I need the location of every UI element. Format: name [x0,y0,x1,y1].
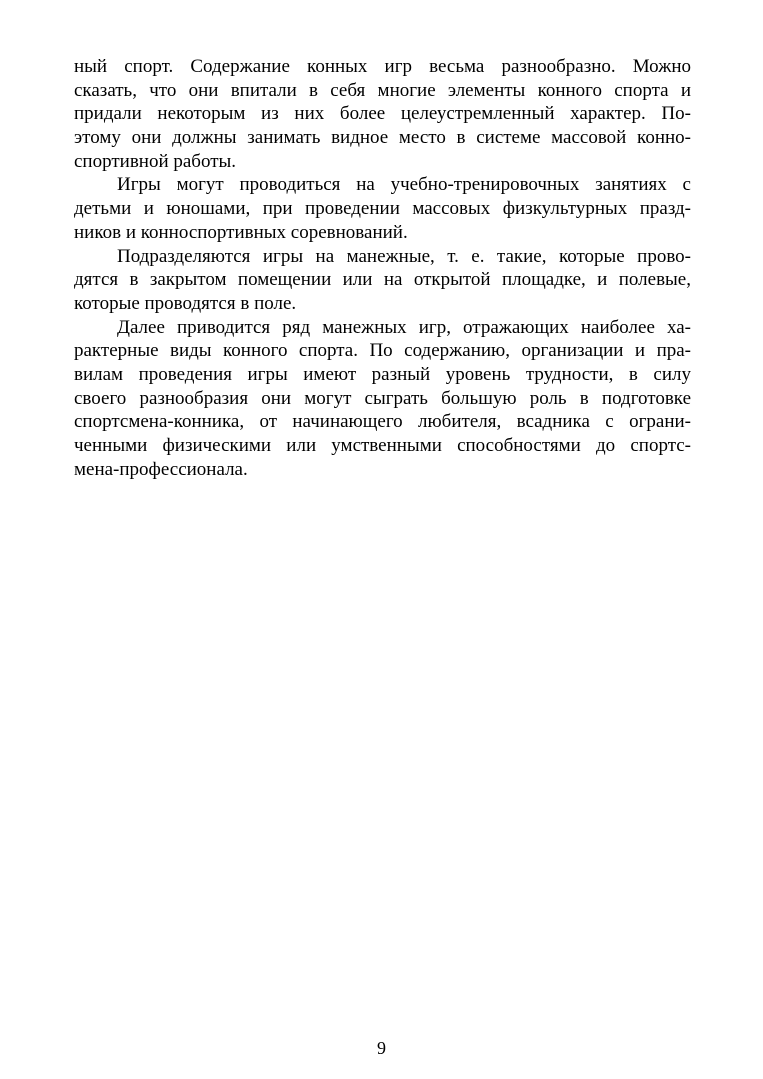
text-line: этому они должны занимать видное место в системе массовой конно- [74,127,691,149]
text-line: сказать, что они впитали в себя многие элементы конного спорта и [74,79,691,101]
page-number: 9 [377,1038,386,1058]
text-line: ный спорт. Содержание конных игр весьма разнообразно. Можно [74,56,691,77]
text-line: спортивной работы. [74,150,237,172]
text-line: Далее приводится ряд манежных игр, отражающих наиболее ха- [117,316,691,338]
paragraph-arena-games [74,316,691,482]
text-line: Подразделяются игры на манежные, т. е. такие, которые прово- [117,245,691,267]
text-line: вилам проведения игры имеют разный уровень трудности, в силу [74,363,691,385]
text-line: своего разнообразия они могут сыграть большую роль в подготовке [74,387,691,409]
text-line: дятся в закрытом помещении или на открытой площадке, и полевые, [74,269,691,291]
page-body [74,55,691,481]
paragraph-games-held [74,173,691,244]
text-line: ников и конноспортивных соревнований. [74,221,408,243]
text-line: спортсмена-конника, от начинающего любителя, всадника с ограни- [74,411,691,433]
text-line: рактерные виды конного спорта. По содержанию, организации и пра- [74,340,691,362]
text-line: мена-профессионала. [74,458,248,480]
text-line: детьми и юношами, при проведении массовых физкультурных празд- [74,198,691,220]
text-line: Игры могут проводиться на учебно-тренировочных занятиях с [117,174,691,196]
text-line: придали некоторым из них более целеустремленный характер. По- [74,103,691,125]
text-line: которые проводятся в поле. [74,292,297,314]
paragraph-games-types [74,245,691,316]
text-line: ченными физическими или умственными способностями до спортс- [74,435,691,456]
paragraph-continuation [74,55,691,173]
